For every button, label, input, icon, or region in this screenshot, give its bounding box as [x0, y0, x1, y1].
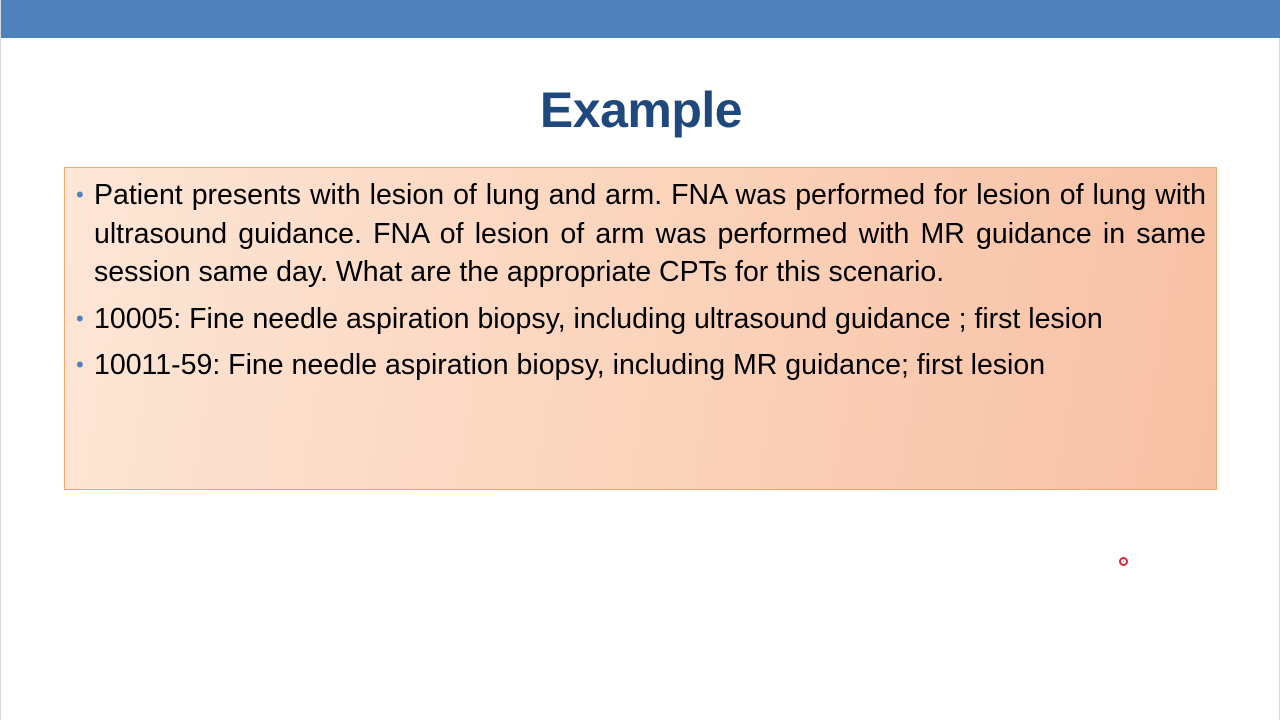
bullet-item-cpt-10011-59	[75, 346, 1206, 385]
bullet-icon: •	[76, 182, 84, 207]
bullet-list	[75, 176, 1206, 385]
bullet-item-scenario	[75, 176, 1206, 292]
bullet-icon: •	[76, 352, 84, 377]
bullet-icon: •	[76, 305, 84, 331]
content-box	[64, 167, 1217, 490]
bullet-item-cpt-10005	[75, 300, 1206, 339]
laser-pointer-icon	[1119, 557, 1128, 566]
slide-title: Example	[539, 82, 743, 138]
header-bar	[1, 0, 1280, 38]
bullet-text-cpt-10005: 10005: Fine needle aspiration biopsy, including ultrasound guidance ; first lesion	[94, 302, 1103, 335]
bullet-text-scenario: Patient presents with lesion of lung and arm. FNA was performed for lesion of lung with ultrasound guidance. FNA of lesion of arm was performed with MR guidance in same session same day. What are the appropriate CPTs for this scenario.	[94, 179, 1206, 288]
bullet-text-cpt-10011-59: 10011-59: Fine needle aspiration biopsy, including MR guidance; first lesion	[94, 349, 1046, 381]
